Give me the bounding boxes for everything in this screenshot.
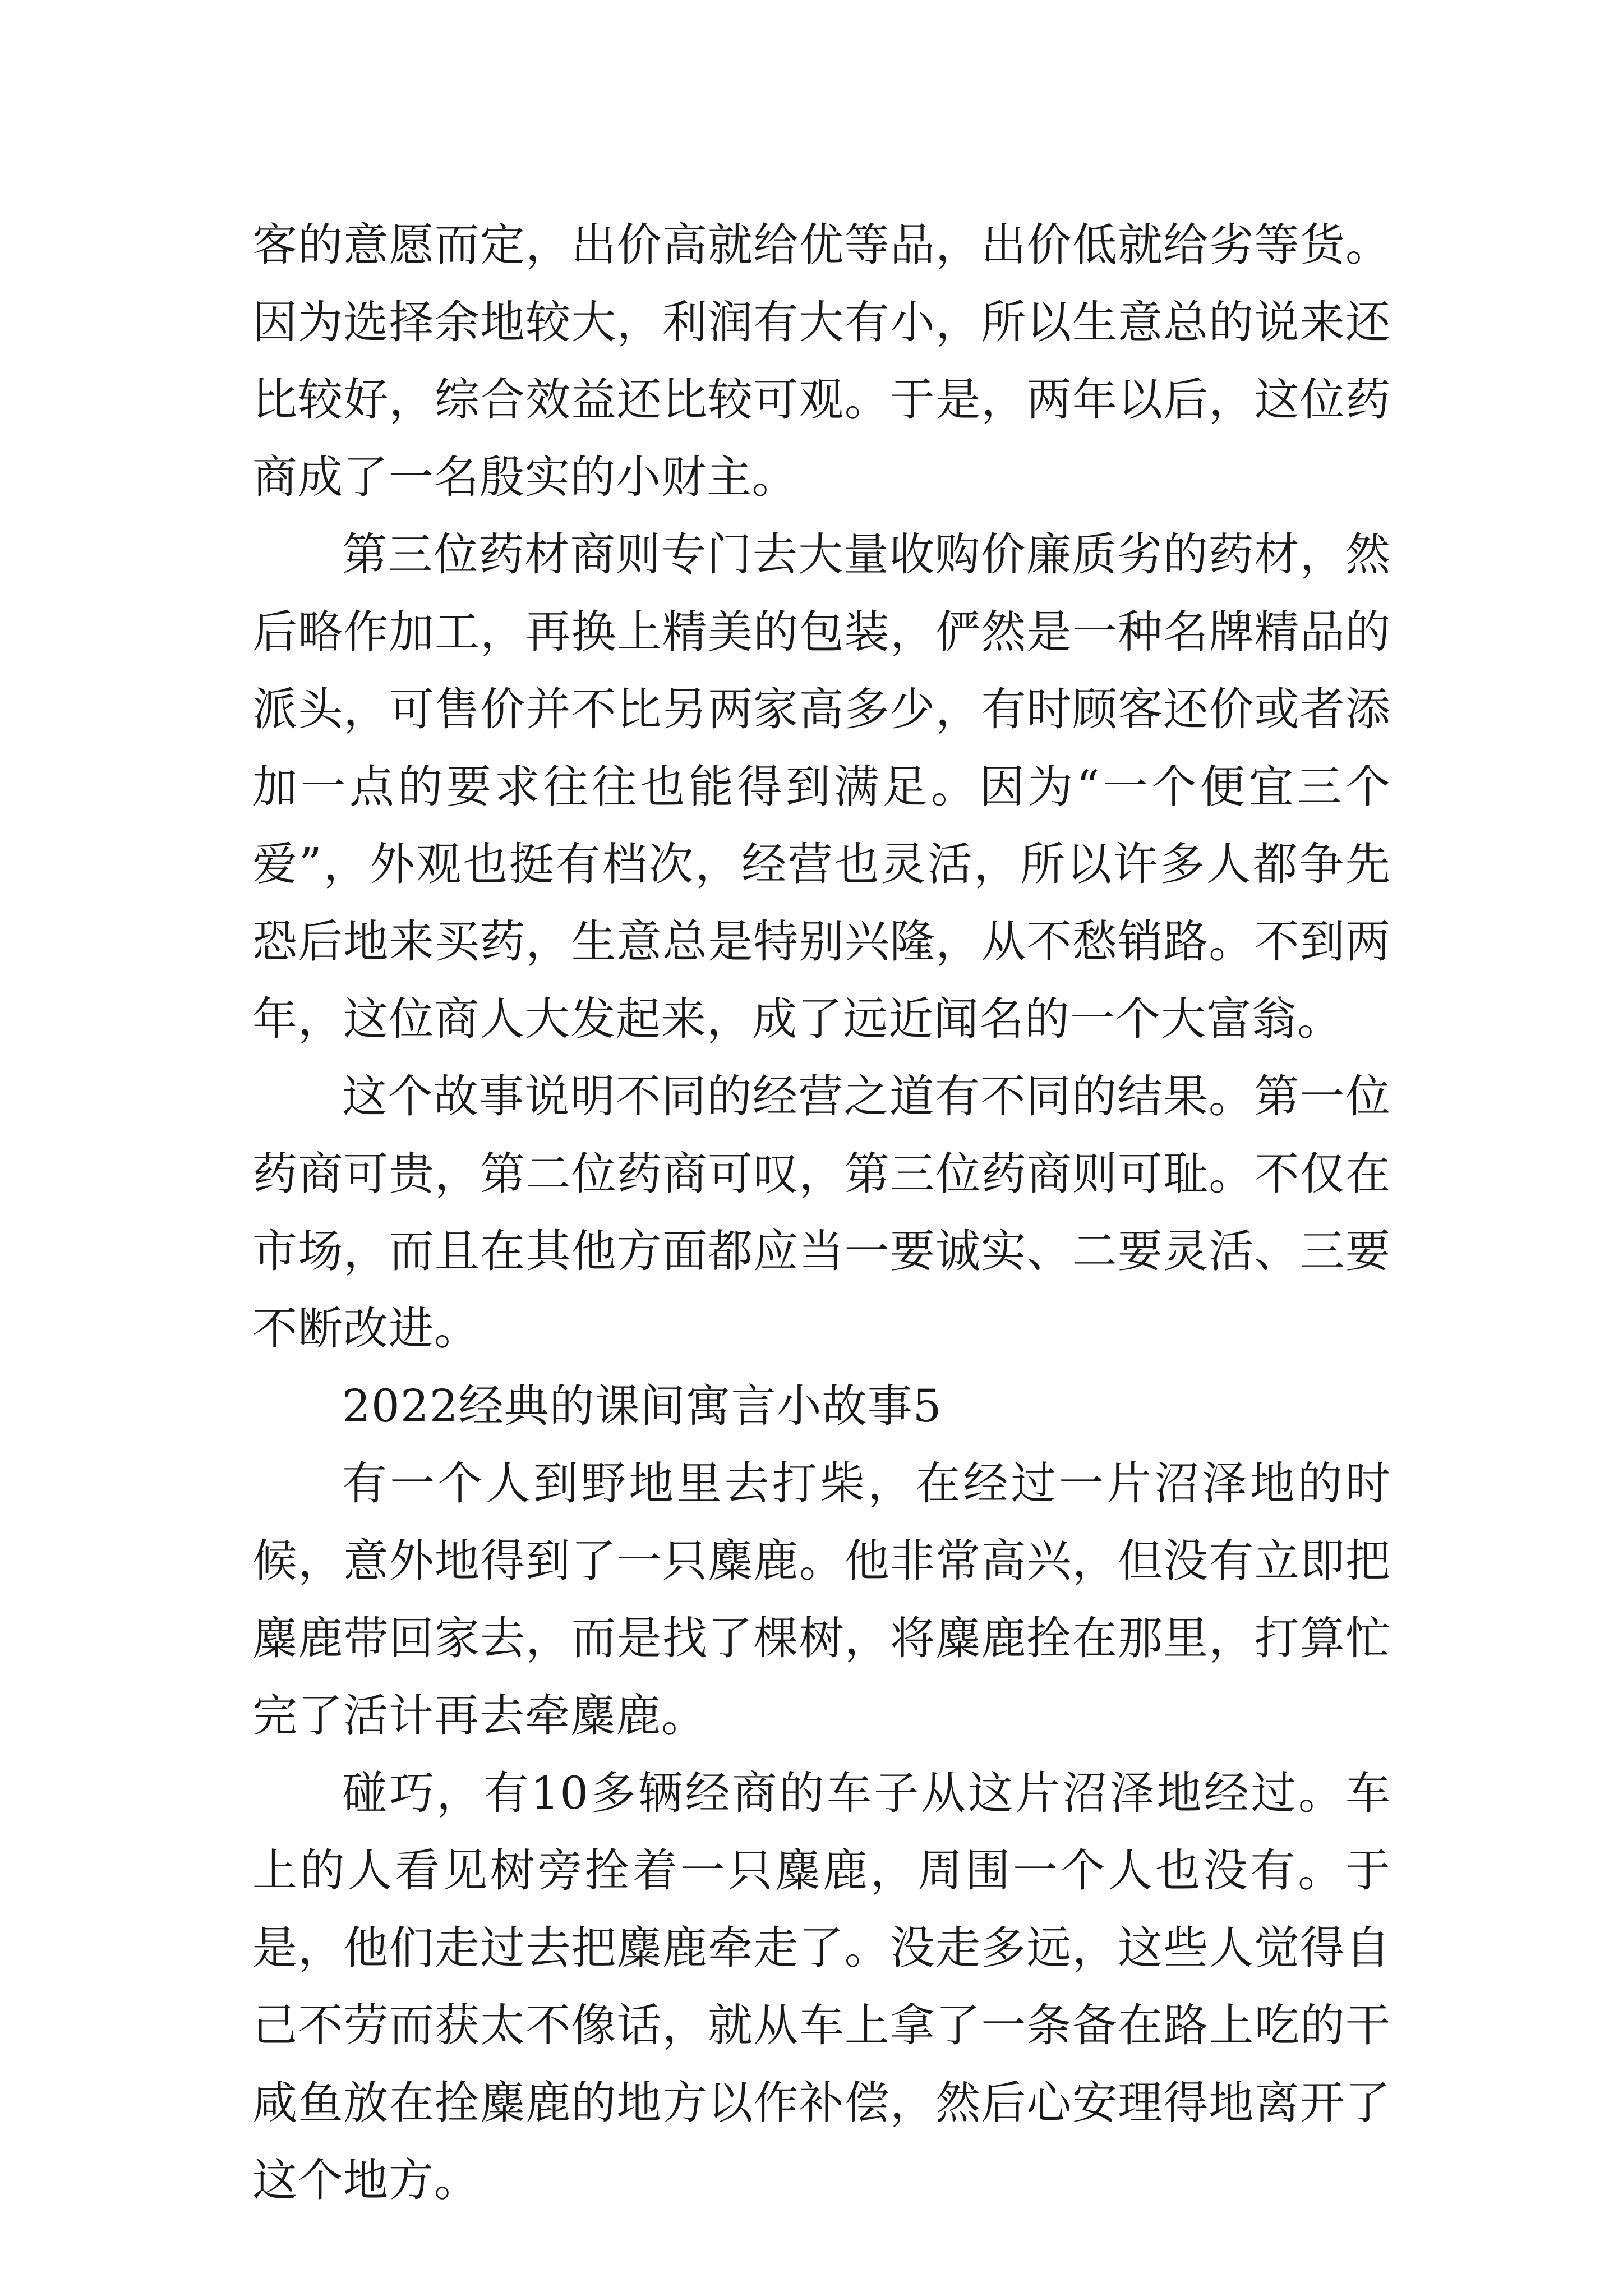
paragraph-third-merchant: 第三位药材商则专门去大量收购价廉质劣的药材，然后略作加工，再换上精美的包装，俨然是一种名牌精品的派头，可售价并不比另两家高多少，有时顾客还价或者添加一点的要求往往也能得到满足。因为“一个便宜三个爱”，外观也挺有档次，经营也灵活，所以许多人都争先恐后地来买药，生意总是特别兴隆，从不愁销路。不到两年，这位商人大发起来，成了远近闻名的一个大富翁。 — [252, 528, 1391, 1045]
body-text — [252, 206, 1391, 2219]
story-heading: 2022经典的课间寓言小故事5 — [342, 1380, 942, 1432]
paragraph-merchants-cart: 碰巧，有10多辆经商的车子从这片沼泽地经过。车上的人看见树旁拴着一只麋鹿，周围一个人也没有。于是，他们走过去把麋鹿牵走了。没走多远，这些人觉得自己不劳而获太不像话，就从车上拿了一条备在路上吃的干咸鱼放在拴麋鹿的地方以作补偿，然后心安理得地离开了这个地方。 — [252, 1767, 1391, 2206]
paragraph-deer-story: 有一个人到野地里去打柴，在经过一片沼泽地的时候，意外地得到了一只麋鹿。他非常高兴，但没有立即把麋鹿带回家去，而是找了棵树，将麋鹿拴在那里，打算忙完了活计再去牵麋鹿。 — [252, 1457, 1391, 1742]
paragraph-moral: 这个故事说明不同的经营之道有不同的结果。第一位药商可贵，第二位药商可叹，第三位药商则可耻。不仅在市场，而且在其他方面都应当一要诚实、二要灵活、三要不断改进。 — [252, 1070, 1391, 1355]
paragraph-continuation: 客的意愿而定，出价高就给优等品，出价低就给劣等货。因为选择余地较大，利润有大有小，所以生意总的说来还比较好，综合效益还比较可观。于是，两年以后，这位药商成了一名殷实的小财主。 — [252, 219, 1391, 503]
